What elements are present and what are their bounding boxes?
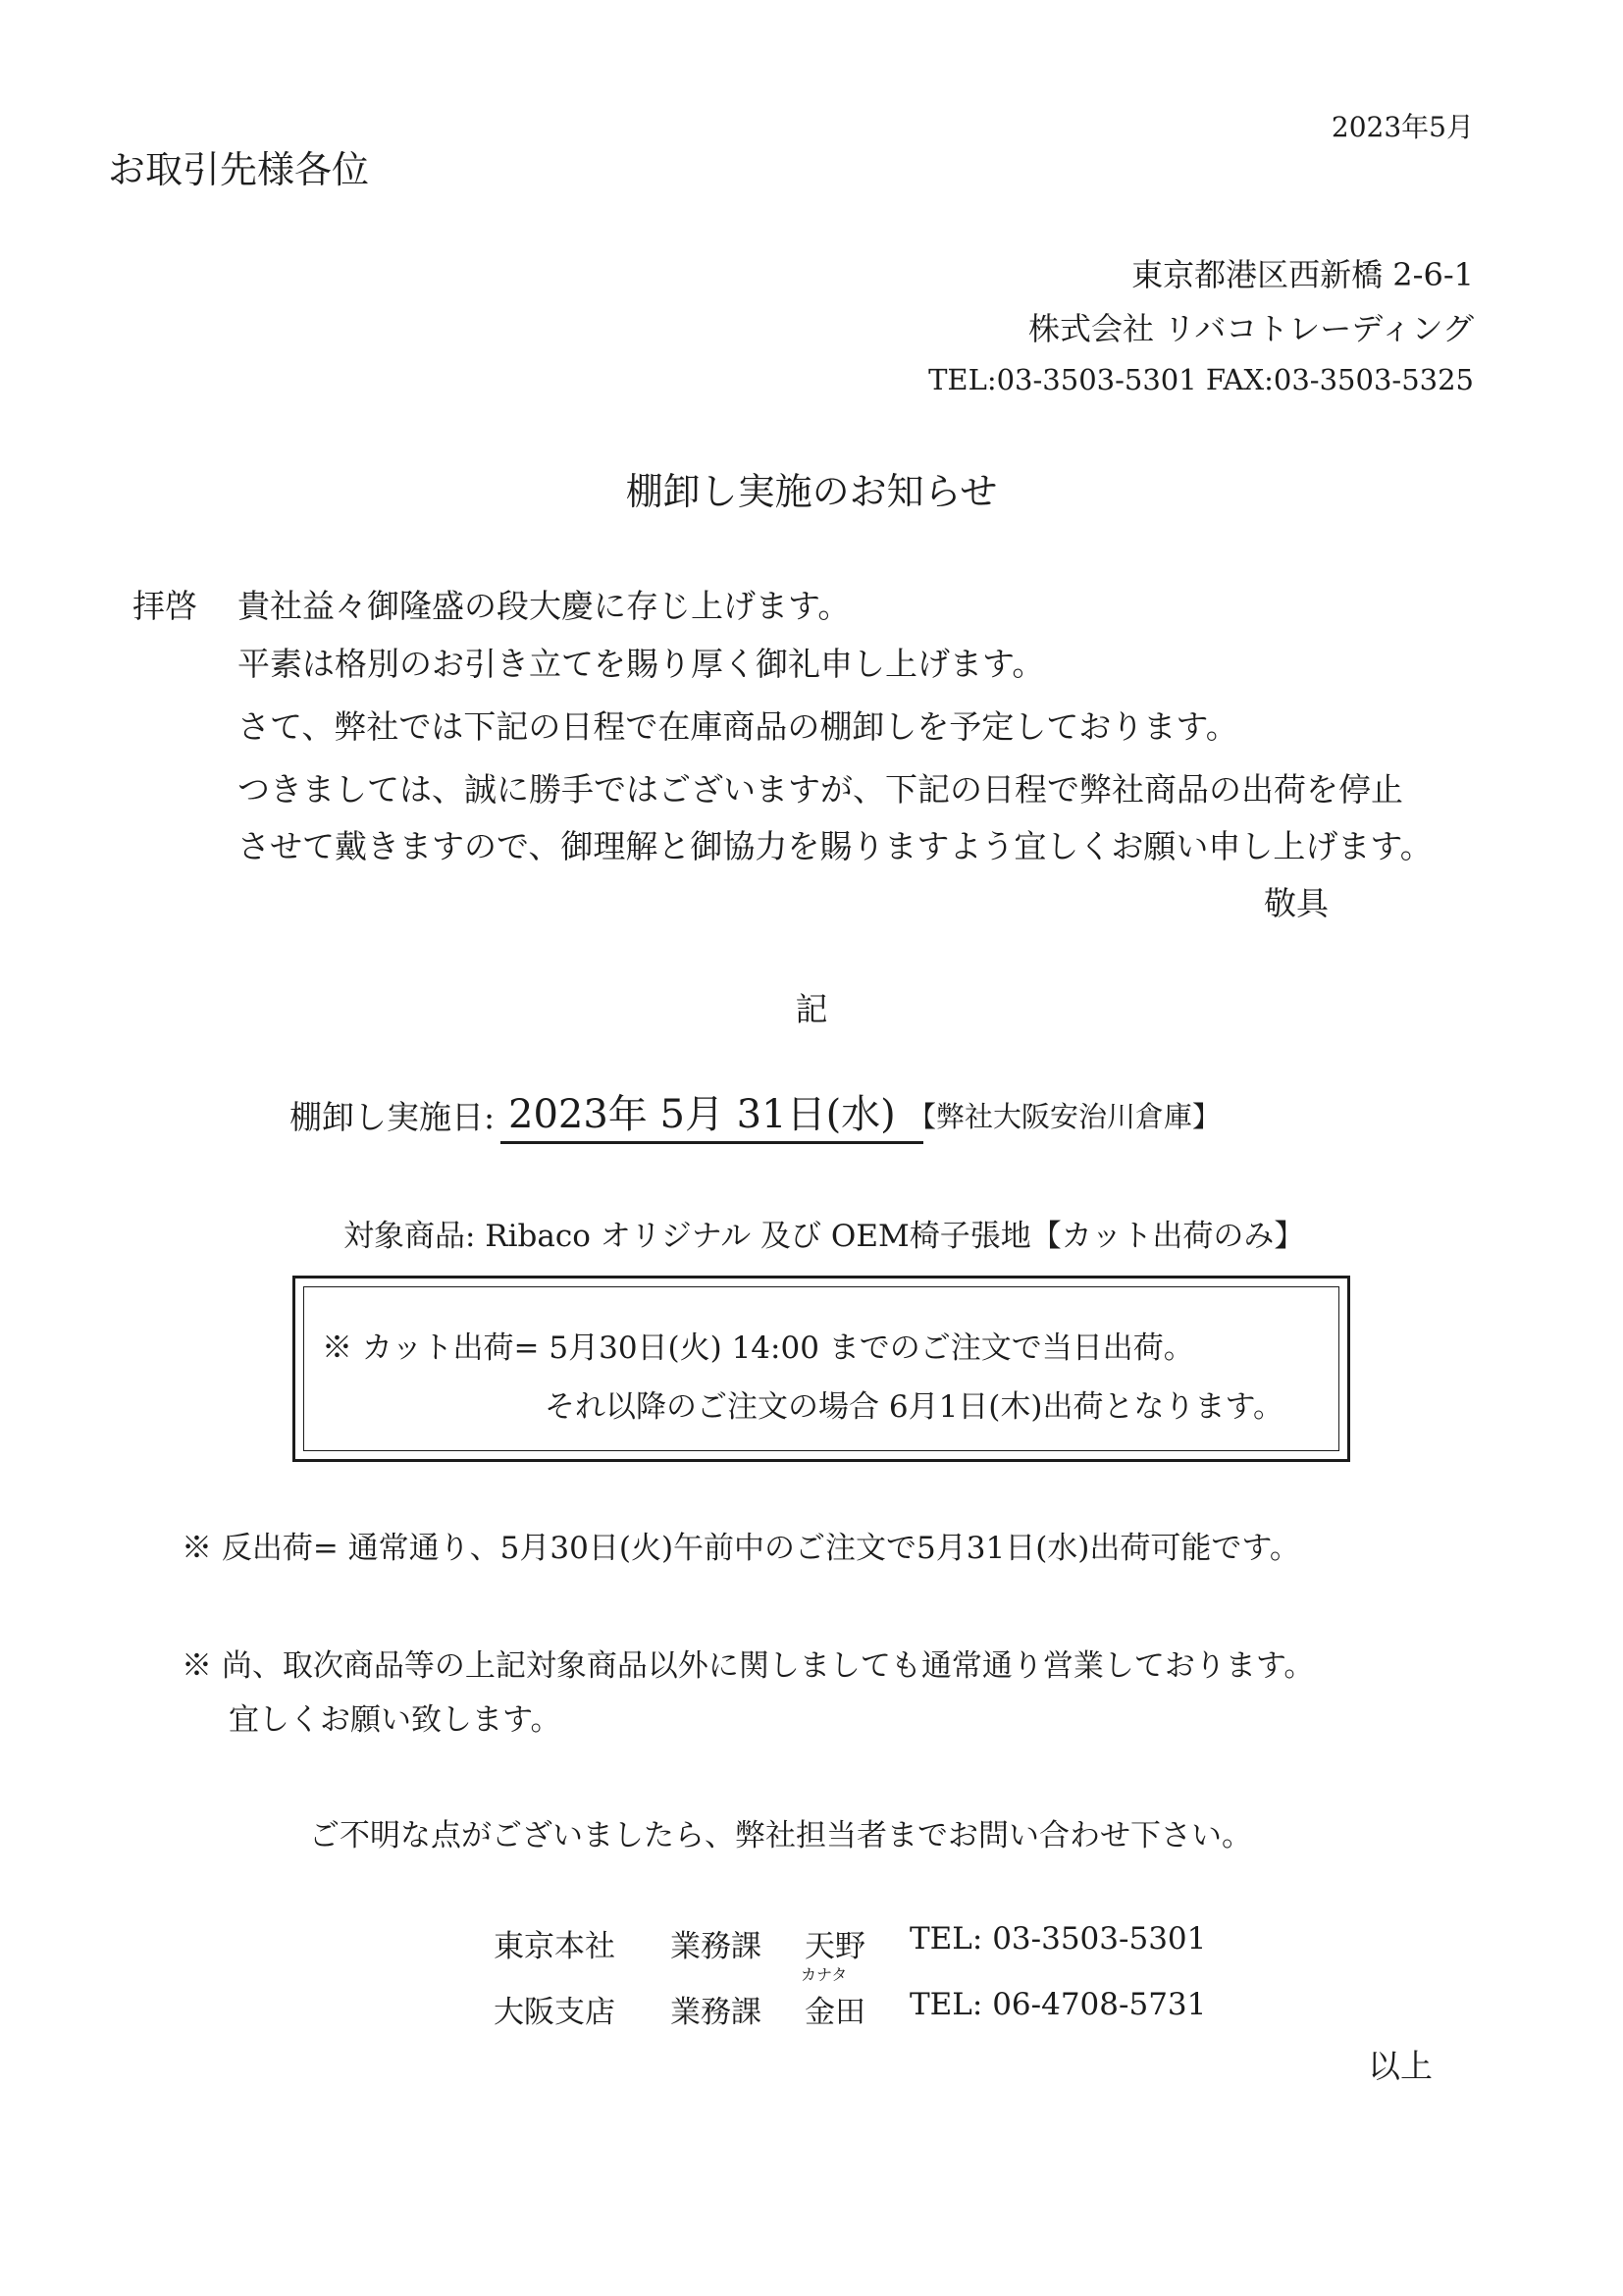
contact-dept: 業務課 [670,1995,761,2030]
cut-shipping-notice-box [292,1276,1350,1462]
contact-office: 東京本社 [494,1929,615,1964]
greeting-line: 貴社益々御隆盛の段大慶に存じ上げます。 [237,587,851,625]
sender-address: 東京都港区西新橋 2-6-1 [1131,256,1474,293]
greeting-line: つきましては、誠に勝手ではございますが、下記の日程で弊社商品の出荷を停止 [237,770,1403,809]
ki-heading: 記 [795,990,828,1028]
document-date: 2023年5月 [1331,111,1474,143]
inquiry-message: ご不明な点がございましたら、弊社担当者までお問い合わせ下さい。 [309,1818,1252,1853]
greeting-closing: 敬具 [1264,884,1329,922]
sender-company: 株式会社 リバコトレーディング [1027,310,1474,347]
contact-tel: TEL: 06-4708-5731 [910,1987,1207,2022]
greeting-opening: 拝啓 [132,587,197,625]
contact-office: 大阪支店 [494,1995,615,2030]
bolt-shipping-note: ※ 反出荷= 通常通り、5月30日(火)午前中のご注文で5月31日(水)出荷可能です。 [182,1531,1300,1566]
implementation-label: 棚卸し実施日: [289,1098,496,1136]
contact-tel: TEL: 03-3503-5301 [910,1921,1207,1957]
notice-box-inner-border [303,1286,1339,1451]
document-title: 棚卸し実施のお知らせ [625,470,998,513]
sender-contact: TEL:03-3503-5301 FAX:03-3503-5325 [928,363,1474,396]
target-products: 対象商品: Ribaco オリジナル 及び OEM椅子張地【カット出荷のみ】 [343,1219,1305,1254]
other-products-note: ※ 尚、取次商品等の上記対象商品以外に関しましても通常通り営業しております。 [182,1648,1315,1684]
implementation-location: 【弊社大阪安治川倉庫】 [908,1100,1222,1133]
recipient: お取引先様各位 [108,148,370,191]
cut-shipping-note: ※ カット出荷= 5月30日(火) 14:00 までのご注文で当日出荷。 [322,1331,1194,1366]
greeting-line: させて戴きますので、御理解と御協力を賜りますよう宜しくお願い申し上げます。 [237,827,1433,865]
implementation-date: 2023年 5月 31日(水) [500,1083,923,1144]
greeting-line: 平素は格別のお引き立てを賜り厚く御礼申し上げます。 [237,645,1045,683]
closing-ijou: 以上 [1368,2047,1433,2085]
contact-name: 金田 [805,1995,865,2030]
other-products-note-continued: 宜しくお願い致します。 [229,1702,561,1738]
contact-dept: 業務課 [670,1929,761,1964]
contact-name-ruby: カナタ [801,1965,848,1984]
contact-name: 天野 [805,1929,865,1964]
cut-shipping-note-continued: それ以降のご注文の場合 6月1日(木)出荷となります。 [545,1389,1284,1425]
greeting-line: さて、弊社では下記の日程で在庫商品の棚卸しを予定しております。 [237,707,1238,746]
